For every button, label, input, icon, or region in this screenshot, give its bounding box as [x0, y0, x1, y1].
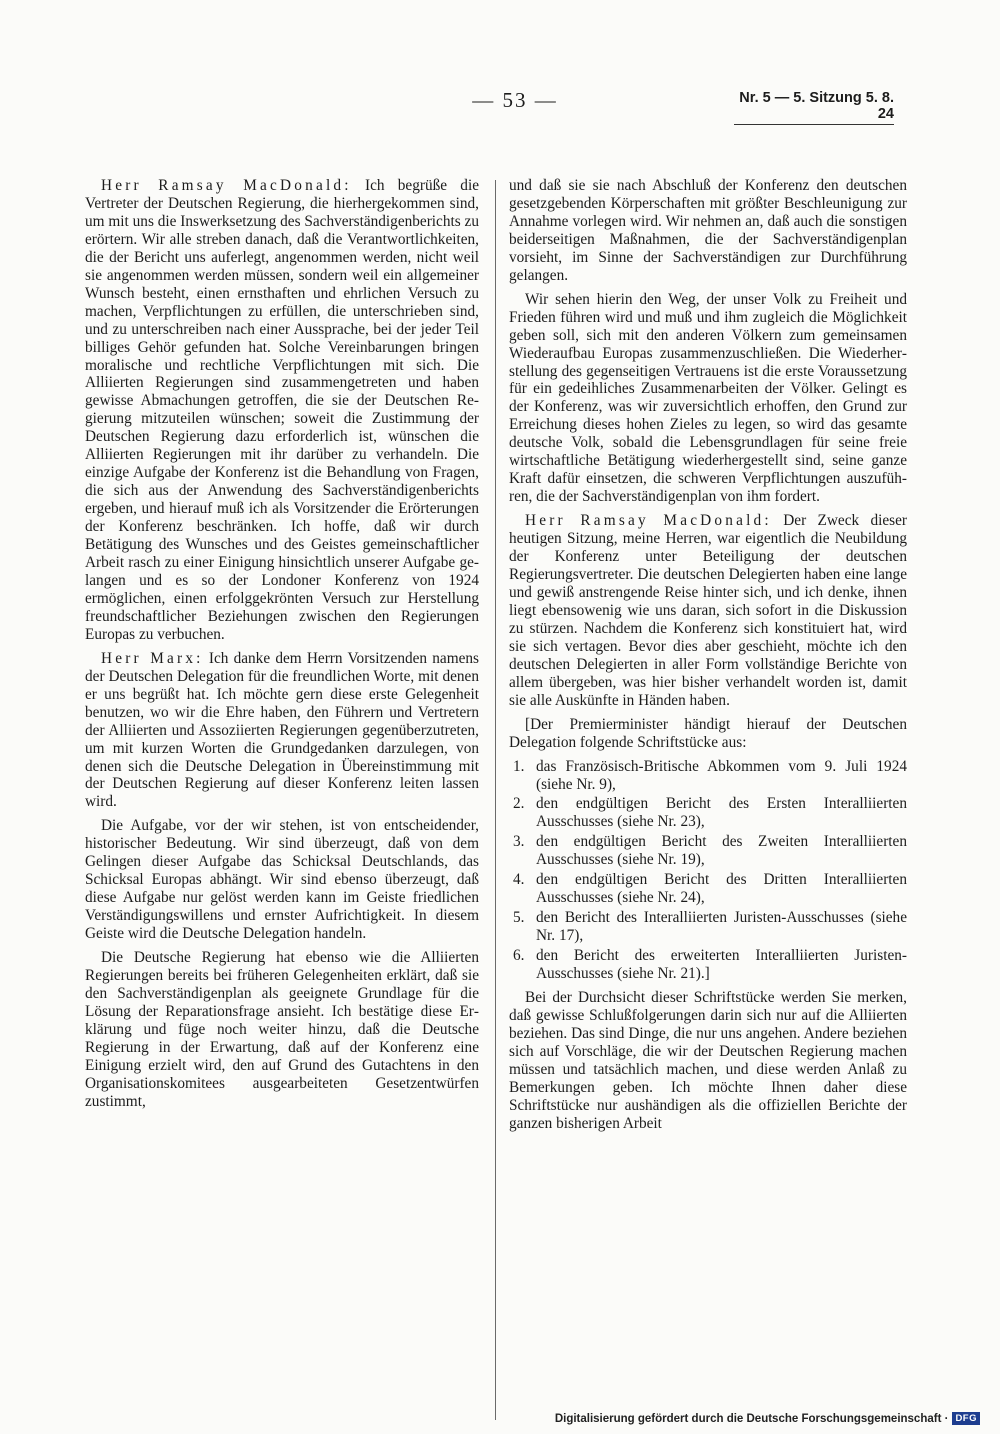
paragraph: Die Deutsche Regierung hat ebenso wie die Alliierten Regierungen bereits bei früheren Gelegenheiten erklärt, daß sie den Sachverständigenplan als geeignete Grundlage für die Lösung der Reparationsfrage ansieht. Ich bestätige diese Erklärung und füge noch weiter hinzu, daß die Deutsche Regierung in der Erwartung, daß auf der Konferenz eine Einigung erzielt wird, den auf Grund des Gutachtens in den Organisationskomitees ausgearbeiteten Gesetzentwürfen zustimmt,: [85, 949, 479, 1110]
paragraph: Die Aufgabe, vor der wir stehen, ist von entscheidender, historischer Bedeutung. Wir sind überzeugt, daß von dem Gelingen dieser Aufgabe das Schicksal Deutschlands, das Schicksal Europas abhängt. Wir sind ebenso überzeugt, daß diese Aufgabe nur gelöst werden kann im Geiste friedlichen Verständigungswillens und ernster Aufrichtigkeit. In diesem Geiste wird die Deutsche Delegation handeln.: [85, 817, 479, 943]
list-item: [509, 833, 907, 869]
column-divider: [495, 180, 496, 1420]
page-number: — 53 —: [472, 88, 558, 112]
running-head: Nr. 5 — 5. Sitzung 5. 8. 24: [734, 90, 894, 125]
right-column: [509, 177, 907, 1139]
paragraph: Bei der Durchsicht dieser Schriftstücke werden Sie merken, daß gewisse Schlußfolgerungen darin sich nur auf die Alliierten beziehen. Das sind Dinge, die nur uns angehen. Andere beziehen sich auf Vorschläge, die wir der Deutschen Regierung machen müssen und tatsächlich machen, und diese werden Anlaß zu Bemerkungen geben. Ich möchte Ihnen daher diese Schriftstücke nur aushändigen als die offiziellen Berichte der ganzen bisherigen Arbeit: [509, 988, 907, 1132]
list-item: [509, 909, 907, 945]
list-text: den endgültigen Bericht des Zweiten Interalliierten Ausschusses (siehe Nr. 19),: [536, 833, 907, 869]
list-text: den endgültigen Bericht des Ersten Interalliierten Ausschusses (siehe Nr. 23),: [536, 795, 907, 831]
speaker-name: Herr Ramsay MacDonald:: [525, 512, 772, 530]
document-list: [509, 758, 907, 983]
footer-text: Digitalisierung gefördert durch die Deutsche Forschungsgemeinschaft ·: [554, 1412, 949, 1425]
list-number: 4.: [513, 871, 525, 889]
list-number: 5.: [513, 909, 525, 927]
speaker-name: Herr Ramsay MacDonald:: [101, 177, 352, 194]
list-number: 3.: [513, 833, 525, 851]
paragraph: [85, 650, 479, 812]
paragraph: und daß sie sie nach Abschluß der Konferenz den deutschen gesetzgebenden Körperschaften mit größter Beschleunigung zur Annahme vorlegen wird. Wir nehmen an, daß auch die sonstigen beiderseitigen Maßnahmen, die der Sachverständigenplan vorsieht, im Sinne der Sachverständigen zur Durchführung gelangen.: [509, 177, 907, 284]
list-item: [509, 871, 907, 907]
list-item: [509, 947, 907, 983]
speaker-name: Herr Marx:: [101, 649, 204, 667]
paragraph-text: Ich begrüße die Vertreter der Deutschen Regierung, die hierhergekommen sind, um mit uns die Inswerksetzung des Sachverständigenberichts zu erörtern. Wir alle streben danach, daß die Verantwortlichkeiten, die der Bericht uns auferlegt, angenommen werden, nicht weil sie angenommen werden müssen, sondern weil ein allgemeiner Wunsch besteht, einen ernsthaften und ehrlichen Versuch zu machen, Verpflichtungen zu erfüllen, die unterschrieben sind, und zu unterschreiben nach einer Aussprache, bei der jeder Teil billiges Gehör gefunden hat. Solche Vereinbarungen bringen moralische und rechtliche Verpflichtungen mit sich. Die Alliierten Regierungen sind zusammengetreten und haben gewisse Abmachungen getroffen, die sie der Deutschen Regierung mitzuteilen wünschen; soweit die Zustimmung der Deutschen Regierung dazu erforderlich ist, wünschen die Alliierten Regierungen mit ihr darüber zu verhandeln. Die einzige Aufgabe der Konferenz ist die Behandlung von Fragen, die sich aus der Anwendung des Sachverständigenberichts ergeben, und hierauf muß ich als Vorsitzender die Erörterungen der Konferenz beschränken. Ich hoffe, daß wir durch Betätigung des Wunsches und des Geistes gemeinschaftlicher Arbeit rasch zu einer Einigung hinsichtlich unserer Aufgabe gelangen und es so der Londoner Konferenz von 1924 ermöglichen, einen erfolggekrönten Versuch zur Herstellung freundschaftlicher Beziehungen zwischen den Regierungen Europas zu verbuchen.: [85, 177, 479, 643]
paragraph: [509, 512, 907, 709]
paragraph-text: Der Zweck dieser heutigen Sitzung, meine Herren, war eigentlich die Neubildung der Konferenz unter Beteiligung der deutschen Regierungsvertreter. Die deutschen Delegierten haben eine lange und gewiß anstrengende Reise hinter sich, und ich denke, ihnen liegt ebensowenig wie uns daran, sich sofort in die Diskussion zu stürzen. Nachdem die Konferenz sich konstituiert hat, wird sie sich vertagen. Bevor dies aber geschieht, möchte ich den deutschen Delegierten in aller Form vollständige Berichte von allem übergeben, was hier bisher verhandelt worden ist, damit sie alle Auskünfte in Händen haben.: [509, 512, 907, 709]
paragraph-text: Ich danke dem Herrn Vorsitzenden namens der Deutschen Delegation für die freundlichen Worte, mit denen er uns begrüßt hat. Ich möchte gern diese erste Gelegenheit benutzen, wo wir die Ehre haben, den Führern und Vertretern der Alliierten und Assoziierten Regierungen gegenüberzutreten, um mit kurzen Worten die Grundgedanken darzulegen, von denen sich die Deutsche Delegation in Übereinstimmung mit der Deutschen Regierung auf dieser Konferenz leiten lassen wird.: [85, 649, 479, 811]
list-item: [509, 795, 907, 831]
digitization-footer: [555, 1412, 980, 1425]
list-number: 6.: [513, 947, 525, 965]
paragraph: [85, 177, 479, 644]
list-text: den Bericht des Interalliierten Juristen-Ausschusses (siehe Nr. 17),: [536, 909, 907, 945]
dfg-logo-icon: DFG: [952, 1412, 980, 1425]
list-text: den endgültigen Bericht des Dritten Interalliierten Ausschusses (siehe Nr. 24),: [536, 871, 907, 907]
paragraph: Wir sehen hierin den Weg, der unser Volk zu Freiheit und Frieden führen wird und muß und ihm zugleich die Möglichkeit geben soll, sich mit den anderen Völkern zum gemeinsamen Wiederaufbau Europas zusammenzuschließen. Die Wiederherstellung des gegenseitigen Vertrauens ist die erste Voraussetzung für ein gedeihliches Zusammenarbeiten der Völker. Gelingt es der Konferenz, was wir zuversichtlich erhoffen, den Grund zur Erreichung dieses hohen Zieles zu legen, so wird das gesamte deutsche Volk, sobald die Lebensgrundlagen für seine freie wirtschaftliche Betätigung wiederhergestellt sind, seine ganze Kraft dafür einsetzen, die schweren Verpflichtungen auszuführen, die der Sachverständigenplan von ihm fordert.: [509, 290, 907, 506]
list-item: [509, 758, 907, 794]
list-number: 1.: [513, 757, 525, 775]
left-column: [85, 177, 479, 1117]
list-number: 2.: [513, 795, 525, 813]
list-text: das Französisch-Britische Abkommen vom 9. Juli 1924 (siehe Nr. 9),: [536, 757, 907, 793]
list-text: den Bericht des erweiterten Interalliierten Juristen-Ausschusses (siehe Nr. 21).]: [536, 947, 907, 983]
paragraph: [Der Premierminister händigt hierauf der Deutschen Delegation folgende Schriftstücke aus:: [509, 715, 907, 751]
